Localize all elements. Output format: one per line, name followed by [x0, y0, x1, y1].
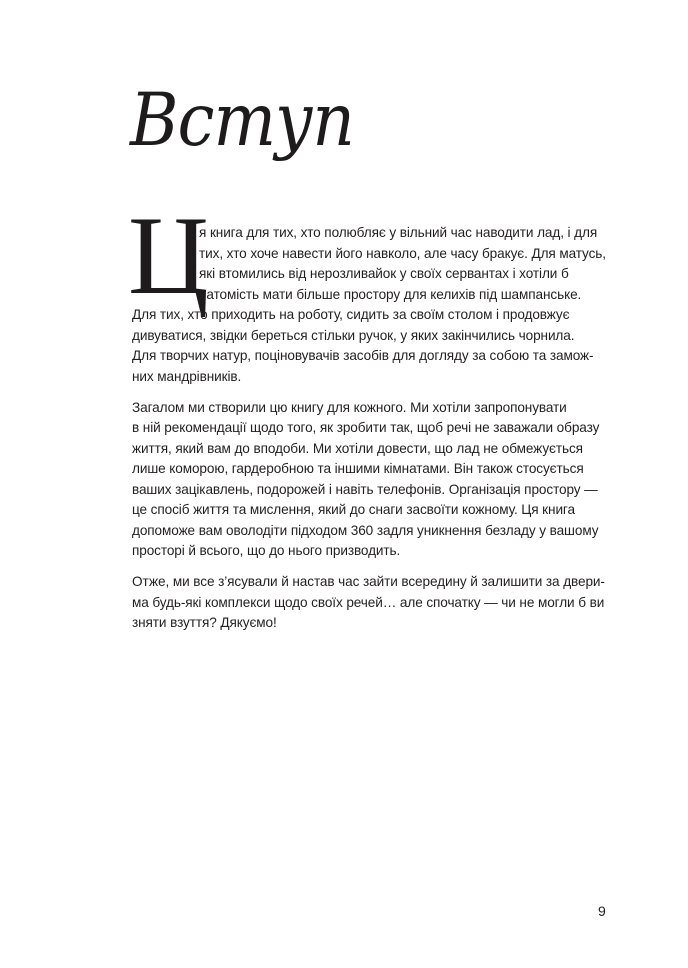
drop-cap: Ц	[128, 194, 209, 318]
text-line: ма будь-які комплекси щодо своїх речей… але спочатку — чи не могли б ви	[132, 595, 605, 610]
text-line: це спосіб життя та мислення, який до снаги засвоїти кожному. Ця книга	[132, 502, 575, 517]
text-line: дивуватися, звідки береться стільки ручок, у яких закінчились чорнила.	[132, 328, 575, 343]
text-line: життя, який вам до вподоби. Ми хотіли довести, що лад не обмежується	[132, 441, 583, 456]
text-line: Загалом ми створили цю книгу для кожного. Ми хотіли запропонувати	[132, 400, 567, 415]
text-line: лише коморою, гардеробною та іншими кімнатами. Він також стосується	[132, 461, 584, 476]
text-line: натомість мати більше простору для келихів під шампанське.	[199, 287, 582, 302]
text-line: в ній рекомендації щодо того, як зробити так, щоб речі не заважали образу	[132, 420, 600, 435]
text-line: допоможе вам оволодіти підходом 360 задля уникнення безладу у вашому	[132, 523, 599, 538]
text-line: зняти взуття? Дякуємо!	[132, 615, 277, 630]
text-line: Для творчих натур, поціновувачів засобів для догляду за собою та замож-	[132, 348, 594, 363]
text-line: них мандрівників.	[132, 369, 242, 384]
text-line: Отже, ми все з’ясували й настав час зайти всередину й залишити за двери-	[132, 574, 605, 589]
text-line: Для тих, хто приходить на роботу, сидить за своїм столом і продовжує	[132, 307, 570, 322]
page-title: Вступ	[130, 78, 354, 163]
text-line: тих, хто хоче навести його навколо, але часу бракує. Для матусь,	[199, 246, 606, 261]
text-line: які втомились від нерозливайок у своїх сервантах і хотіли б	[199, 266, 569, 281]
text-line: ваших зацікавлень, подорожей і навіть телефонів. Організація простору —	[132, 482, 598, 497]
page-number: 9	[598, 903, 606, 919]
text-line: я книга для тих, хто полюбляє у вільний час наводити лад, і для	[199, 225, 598, 240]
text-line: просторі й всього, що до нього призводить.	[132, 543, 401, 558]
